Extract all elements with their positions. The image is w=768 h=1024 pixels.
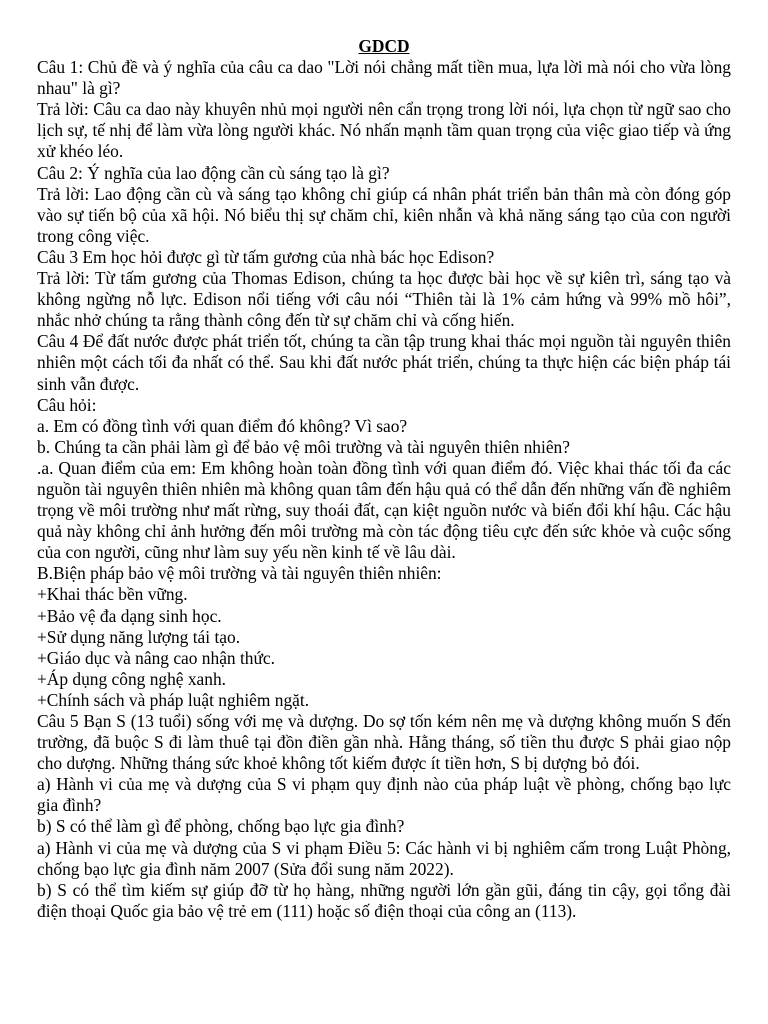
document-page: [37, 36, 731, 922]
paragraph: +Áp dụng công nghệ xanh.: [37, 668, 226, 689]
paragraph: +Bảo vệ đa dạng sinh học.: [37, 605, 222, 626]
document-body: [37, 57, 731, 922]
paragraph: a) Hành vi của mẹ và dượng của S vi phạm Điều 5: Các hành vi bị nghiêm cấm trong Luật Phòng, chống bạo lực gia đình năm 2007 (Sửa đổi sung năm 2022).: [37, 837, 731, 879]
paragraph: +Sử dụng năng lượng tái tạo.: [37, 626, 241, 647]
paragraph: Câu 4 Để đất nước được phát triển tốt, chúng ta cần tập trung khai thác mọi nguồn tài nguyên thiên nhiên một cách tối đa nhất có thể. Sau khi đất nước phát triển, chúng ta thực hiện các biện pháp tái sinh vẫn được.: [37, 331, 731, 394]
paragraph: b) S có thể tìm kiếm sự giúp đỡ từ họ hàng, những người lớn gần gũi, đáng tin cậy, gọi tổng đài điện thoại Quốc gia bảo vệ trẻ em (111) hoặc số điện thoại của công an (113).: [37, 879, 731, 921]
paragraph: Câu 1: Chủ đề và ý nghĩa của câu ca dao "Lời nói chẳng mất tiền mua, lựa lời mà nói cho vừa lòng nhau" là gì?: [37, 57, 731, 99]
paragraph: b. Chúng ta cần phải làm gì để bảo vệ môi trường và tài nguyên thiên nhiên?: [37, 436, 570, 457]
paragraph: .a. Quan điểm của em: Em không hoàn toàn đồng tình với quan điểm đó. Việc khai thác tối đa các nguồn tài nguyên thiên nhiên mà không quan tâm đến hậu quả có thể dẫn đến những vấn đề nghiêm trọng về môi trường như mất rừng, suy thoái đất, cạn kiệt nguồn nước và biến đổi khí hậu. Các hậu quả này không chỉ ảnh hưởng đến môi trường mà còn tác động tiêu cực đến sức khỏe và cuộc sống của con người, cũng như làm suy yếu nền kinh tế về lâu dài.: [37, 457, 731, 563]
paragraph: +Khai thác bền vững.: [37, 584, 188, 605]
paragraph: Trả lời: Lao động cần cù và sáng tạo không chỉ giúp cá nhân phát triển bản thân mà còn đóng góp vào sự tiến bộ của xã hội. Nó biểu thị sự chăm chỉ, kiên nhẫn và khả năng sáng tạo của con người trong công việc.: [37, 183, 731, 246]
paragraph: Câu 5 Bạn S (13 tuổi) sống với mẹ và dượng. Do sợ tốn kém nên mẹ và dượng không muốn S đến trường, đã buộc S đi làm thuê tại đồn điền gần nhà. Hằng tháng, số tiền thu được S phải giao nộp cho dượng. Những tháng sức khoẻ không tốt kiếm được ít tiền hơn, S bị dượng bỏ đói.: [37, 711, 731, 774]
paragraph: Trả lời: Từ tấm gương của Thomas Edison, chúng ta học được bài học về sự kiên trì, sáng tạo và không ngừng nỗ lực. Edison nổi tiếng với câu nói “Thiên tài là 1% cảm hứng và 99% mồ hôi”, nhắc nhở chúng ta rằng thành công đến từ sự chăm chỉ và cống hiến.: [37, 268, 731, 331]
paragraph: Câu 2: Ý nghĩa của lao động cần cù sáng tạo là gì?: [37, 162, 390, 183]
paragraph: B.Biện pháp bảo vệ môi trường và tài nguyên thiên nhiên:: [37, 563, 442, 584]
paragraph: Câu 3 Em học hỏi được gì từ tấm gương của nhà bác học Edison?: [37, 246, 495, 267]
paragraph: a) Hành vi của mẹ và dượng của S vi phạm quy định nào của pháp luật về phòng, chống bạo lực gia đình?: [37, 774, 731, 816]
paragraph: +Chính sách và pháp luật nghiêm ngặt.: [37, 689, 310, 710]
paragraph: Trả lời: Câu ca dao này khuyên nhủ mọi người nên cẩn trọng trong lời nói, lựa chọn từ ngữ sao cho lịch sự, tế nhị để làm vừa lòng người khác. Nó nhấn mạnh tầm quan trọng của việc giao tiếp và ứng xử khéo léo.: [37, 99, 731, 162]
document-title: GDCD: [358, 36, 410, 56]
paragraph: b) S có thể làm gì để phòng, chống bạo lực gia đình?: [37, 816, 405, 837]
paragraph: Câu hỏi:: [37, 394, 97, 415]
paragraph: +Giáo dục và nâng cao nhận thức.: [37, 647, 275, 668]
paragraph: a. Em có đồng tình với quan điểm đó không? Vì sao?: [37, 415, 408, 436]
